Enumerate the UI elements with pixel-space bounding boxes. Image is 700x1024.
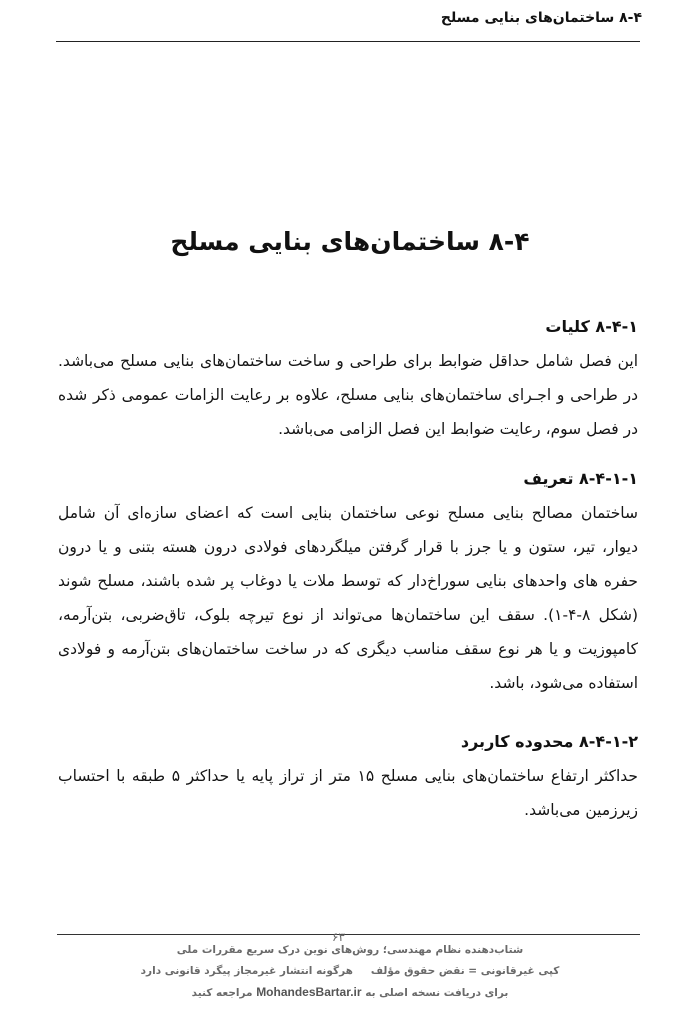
watermark-prefix: برای دریافت نسخه اصلی به: [365, 987, 509, 999]
section-heading-definition: ۸-۴-۱-۱ تعریف: [523, 469, 638, 488]
watermark-suffix: مراجعه کنید: [191, 987, 253, 999]
watermark-legal-note: هرگونه انتشار غیرمجاز پیگرد قانونی دارد: [140, 965, 353, 977]
header-rule: [56, 41, 640, 42]
running-header-title: ۸-۴ ساختمان‌های بنایی مسلح: [440, 10, 642, 26]
section-scope: [58, 727, 638, 827]
chapter-title: ۸-۴ ساختمان‌های بنایی مسلح: [170, 226, 530, 256]
watermark-notice: [0, 940, 700, 1004]
section-heading-scope: ۸-۴-۱-۲ محدوده کاربرد: [460, 732, 638, 751]
section-heading-general: ۸-۴-۱ کلیات: [545, 317, 638, 336]
watermark-site-link[interactable]: MohandesBartar.ir: [256, 985, 362, 999]
section-paragraph-definition: ساختمان مصالح بنایی مسلح نوعی ساختمان بنایی است که اعضای سازه‌ای آن شامل دیوار، تیر، ستون و یا جرز با قرار گرفتن میلگردهای فولادی درون هسته بتنی و یا درون حفره های واحدهای بنایی سوراخ‌دار که توسط ملات یا دوغاب پر شده باشند، مسلح شوند (شکل ۸-۴-۱). سقف این ساختمان‌ها می‌تواند از نوع تیرچه بلوک، تاق‌ضربی، بتن‌آرمه، کامپوزیت و یا هر نوع سقف مناسب دیگری که در ساخت ساختمان‌های بتن‌آرمه و فولادی استفاده می‌شود، باشد.: [58, 504, 638, 692]
section-paragraph-general: این فصل شامل حداقل ضوابط برای طراحی و ساخت ساختمان‌های بنایی مسلح می‌باشد. در طراحی و اجـرای ساختمان‌های بنایی مسلح، علاوه بر رعایت الزامات عمومی ذکر شده در فصل سوم، رعایت ضوابط این فصل الزامی می‌باشد.: [58, 352, 638, 438]
section-definition: [58, 464, 638, 700]
footer-rule: [57, 934, 640, 935]
watermark-line-3: [0, 982, 700, 1004]
watermark-copyright-note: کپی غیرقانونی = نقض حقوق مؤلف: [370, 965, 560, 977]
section-general: [58, 312, 638, 446]
watermark-line-2: [0, 961, 700, 982]
page-number: ۶۳: [332, 930, 345, 944]
watermark-line-1: شتاب‌دهنده نظام مهندسی؛ روش‌های نوین درک سریع مقررات ملی: [176, 944, 524, 956]
document-body: [58, 312, 638, 827]
section-paragraph-scope: حداکثر ارتفاع ساختمان‌های بنایی مسلح ۱۵ متر از تراز پایه یا حداکثر ۵ طبقه با احتساب زیرزمین می‌باشد.: [58, 767, 638, 819]
